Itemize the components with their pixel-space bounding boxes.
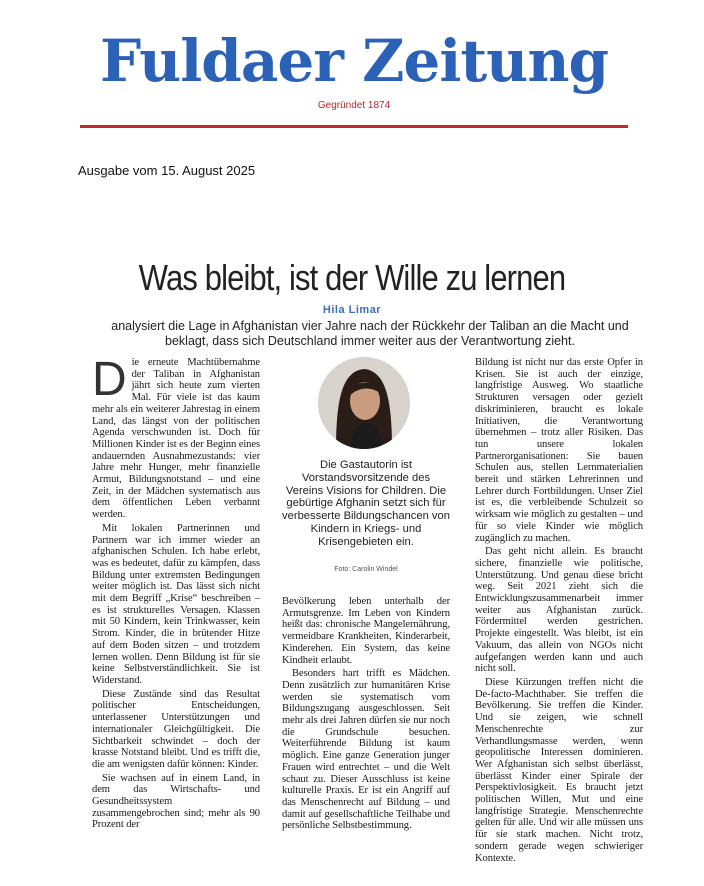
article-column-1 xyxy=(92,353,260,833)
newspaper-logo: Fuldaer Zeitung xyxy=(99,27,609,95)
article-column-3 xyxy=(475,357,643,866)
photo-caption: Die Gastautorin ist Vorstandsvorsitzende des Vereins Visions for Children. Die gebürtige Afghanin setzt sich für verbesserte Bildungschancen von Kindern in Kriegs- und Krisengebieten ein. xyxy=(282,459,450,548)
paragraph-text: ie erneute Machtübernahme der Taliban in Afghanistan jährt sich heute zum vierten Mal. Für viele ist das kaum mehr als ein weiterer Jahrestag in einem Land, das längst von der politischen Agenda verschwunden ist. Doch für Millionen Kinder ist es der Beginn eines andauernden Ausnahmezustands: vier Jahre mehr Hunger, mehr finanzielle Armut, Bildungsnotstand – und eine Zeit, in der Mädchen systematisch aus dem öffentlichen Leben verbannt werden. xyxy=(92,357,260,521)
article-standfirst: analysiert die Lage in Afghanistan vier Jahre nach der Rückkehr der Taliban an die Macht und beklagt, dass sich Deutschland immer weiter aus der Verantwortung zieht. xyxy=(111,319,629,348)
photo-credit: Foto: Carolin Windel xyxy=(334,566,398,573)
paragraph: Mit lokalen Partnerinnen und Partnern war ich immer wieder an afghanischen Schulen. Ich habe erlebt, was es bedeutet, dafür zu kämpfen, dass Bildung unter extremsten Bedingungen weiter möglich ist. Das lässt sich nicht mit dem Begriff „Krise“ beschreiben – es ist strukturelles Versagen. Klassen mit 50 Kindern, kein Trinkwasser, kein Strom. Kinder, die in brütender Hitze auf dem Boden sitzen – und trotzdem lernen wollen. Denn Bildung ist für sie keine Selbstverständlichkeit. Sie ist Widerstand. xyxy=(92,522,260,686)
paragraph xyxy=(92,353,260,521)
article-column-2 xyxy=(282,596,450,834)
dropcap: D xyxy=(92,353,127,406)
paragraph: Bevölkerung leben unterhalb der Armutsgrenze. Im Leben von Kindern heißt das: chronische Mangelernährung, vermeidbare Krankheiten, Kinderarbeit, Kinderehen. Ein System, das keine Kindheit erlaubt. xyxy=(282,596,450,666)
paragraph: Diese Zustände sind das Resultat politischer Entscheidungen, unterlassener Unterstützungen und internationaler Gleichgültigkeit. Die Sichtbarkeit schwindet – doch der krasse Notstand bleibt. Und es trifft die, die am wenigsten dafür können: Kinder. xyxy=(92,688,260,770)
paragraph: Diese Kürzungen treffen nicht die De-facto-Machthaber. Sie treffen die Bevölkerung. Sie treffen die Kinder. Und sie zeigen, wie schnell Menschenrechte zur Verhandlungsmasse werden, wenn geopolitische Interessen dominieren. Wer Afghanistan sich selbst überlässt, überlässt Kinder einer Spirale der Perspektivlosigkeit. Es braucht jetzt politischen Willen, Mut und eine langfristige Strategie. Menschenrechte gelten für alle. Und wir alle müssen uns für sie stark machen. Nicht trotz, sondern gerade wegen schwieriger Kontexte. xyxy=(475,676,643,864)
masthead xyxy=(80,27,628,130)
paragraph: Sie wachsen auf in einem Land, in dem das Wirtschafts- und Gesundheitssystem zusammengebrochen sind; mehr als 90 Prozent der xyxy=(92,772,260,831)
edition-date: Ausgabe vom 15. August 2025 xyxy=(78,163,256,178)
paragraph: Besonders hart trifft es Mädchen. Denn zusätzlich zur humanitären Krise werden sie systematisch vom Bildungszugang ausgeschlossen. Seit mehr als drei Jahren dürfen sie nur noch die Grundschule besuchen. Weiterführende Bildung ist kaum möglich. Eine ganze Generation junger Frauen wird entrechtet – und die Welt schaut zu. Dieser Ausschluss ist keine kulturelle Praxis. Er ist ein Angriff auf das Menschenrecht auf Bildung – und damit auf gesellschaftliche Teilhabe und persönliche Selbstbestimmung. xyxy=(282,668,450,832)
author-portrait xyxy=(318,357,410,449)
paragraph: Das geht nicht allein. Es braucht sichere, finanzielle wie politische, Unterstützung. Und genau diese bricht weg. Seit 2021 zieht sich die Entwicklungszusammenarbeit immer weiter aus Afghanistan zurück. Fördermittel werden gestrichen. Projekte eingestellt. Was bleibt, ist ein Vakuum, das allein von NGOs nicht aufgefangen werden kann und auch nicht soll. xyxy=(475,546,643,675)
portrait-image xyxy=(318,357,410,449)
masthead-divider xyxy=(80,125,628,128)
article-headline: Was bleibt, ist der Wille zu lernen xyxy=(138,257,566,298)
article-author: Hila Limar xyxy=(322,304,382,316)
founded-line: Gegründet 1874 xyxy=(317,100,391,111)
paragraph: Bildung ist nicht nur das erste Opfer in Krisen. Sie ist auch der einzige, langfristige Ausweg. Wo staatliche Strukturen versagen oder gezielt diskriminieren, braucht es lokale Initiativen, die Verantwortung übernehmen – trotz aller Risiken. Das tun unsere lokalen Partnerorganisationen: Sie bauen Schulen aus, stellen Lernmaterialien bereit und stärken Lehrerinnen und Lehrer durch Fortbildungen. Unser Ziel ist es, die verbleibende Schulzeit so wirksam wie möglich zu gestalten – und für so viele Kinder wie möglich zugänglich zu machen. xyxy=(475,357,643,544)
